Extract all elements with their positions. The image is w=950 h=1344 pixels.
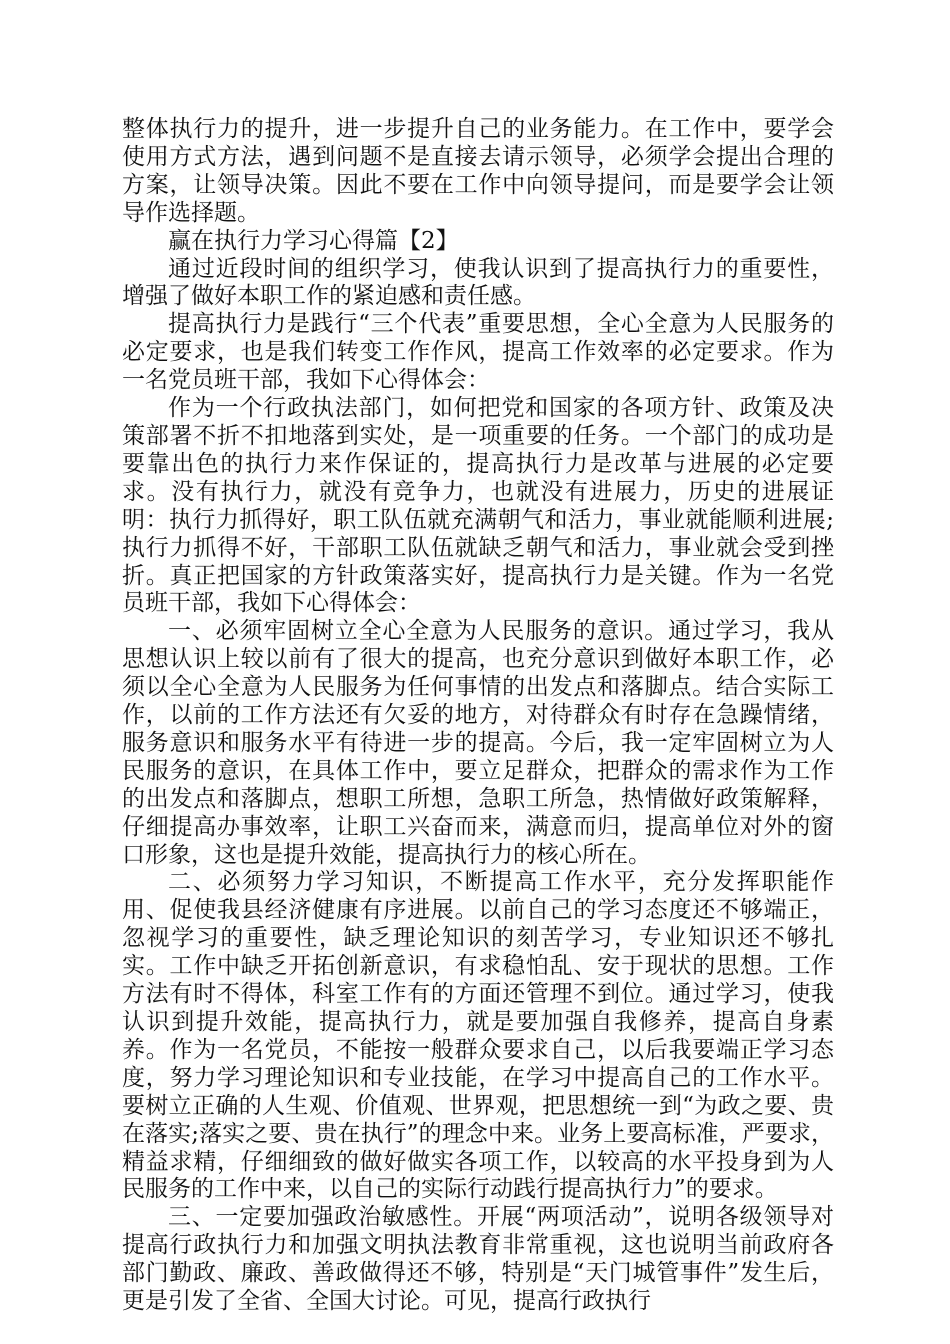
paragraph-continuation: 整体执行力的提升，进一步提升自己的业务能力。在工作中，要学会使用方式方法，遇到问题不是直接去请示领导，必须学会提出合理的方案，让领导决策。因此不要在工作中向领导提问，而是要学会让领导作选择题。 (122, 116, 834, 226)
paragraph-point-one: 一、必须牢固树立全心全意为人民服务的意识。通过学习，我从思想认识上较以前有了很大的提高，也充分意识到做好本职工作，必须以全心全意为人民服务为任何事情的出发点和落脚点。结合实际工作，以前的工作方法还有欠妥的地方，对待群众有时存在急躁情绪，服务意识和服务水平有待进一步的提高。今后，我一定牢固树立为人民服务的意识，在具体工作中，要立足群众，把群众的需求作为工作的出发点和落脚点，想职工所想，急职工所急，热情做好政策解释，仔细提高办事效率，让职工兴奋而来，满意而归，提高单位对外的窗口形象，这也是提升效能，提高执行力的核心所在。 (122, 618, 834, 868)
document-body (122, 116, 834, 1316)
paragraph-department: 作为一个行政执法部门，如何把党和国家的各项方针、政策及决策部署不折不扣地落到实处，是一项重要的任务。一个部门的成功是要靠出色的执行力来作保证的，提高执行力是改革与进展的必定要求。没有执行力，就没有竞争力，也就没有进展力，历史的进展证明：执行力抓得好，职工队伍就充满朝气和活力，事业就能顺利进展;执行力抓得不好，干部职工队伍就缺乏朝气和活力，事业就会受到挫折。真正把国家的方针政策落实好，提高执行力是关键。作为一名党员班干部，我如下心得体会： (122, 395, 834, 617)
section-heading: 赢在执行力学习心得篇【2】 (168, 227, 459, 254)
paragraph-point-three: 三、一定要加强政治敏感性。开展“两项活动”，说明各级领导对提高行政执行力和加强文明执法教育非常重视，这也说明当前政府各部门勤政、廉政、善政做得还不够，特别是“天门城管事件”发生后，更是引发了全省、全国大讨论。可见，提高行政执行 (122, 1204, 834, 1315)
paragraph-point-two: 二、必须努力学习知识，不断提高工作水平，充分发挥职能作用、促使我县经济健康有序进展。以前自己的学习态度还不够端正，忽视学习的重要性，缺乏理论知识的刻苦学习，专业知识还不够扎实。工作中缺乏开拓创新意识，有求稳怕乱、安于现状的思想。工作方法有时不得体，科室工作有的方面还管理不到位。通过学习，使我认识到提升效能，提高执行力，就是要加强自我修养，提高自身素养。作为一名党员，不能按一般群众要求自己，以后我要端正学习态度，努力学习理论知识和专业技能，在学习中提高自己的工作水平。要树立正确的人生观、价值观、世界观，把思想统一到“为政之要、贵在落实;落实之要、贵在执行”的理念中来。业务上要高标准，严要求，精益求精，仔细细致的做好做实各项工作，以较高的水平投身到为人民服务的工作中来，以自己的实际行动践行提高执行力”的要求。 (122, 869, 834, 1203)
paragraph-intro: 通过近段时间的组织学习，使我认识到了提高执行力的重要性，增强了做好本职工作的紧迫感和责任感。 (122, 255, 834, 310)
paragraph-requirement: 提高执行力是践行“三个代表”重要思想，全心全意为人民服务的必定要求，也是我们转变工作作风，提高工作效率的必定要求。作为一名党员班干部，我如下心得体会： (122, 311, 834, 394)
